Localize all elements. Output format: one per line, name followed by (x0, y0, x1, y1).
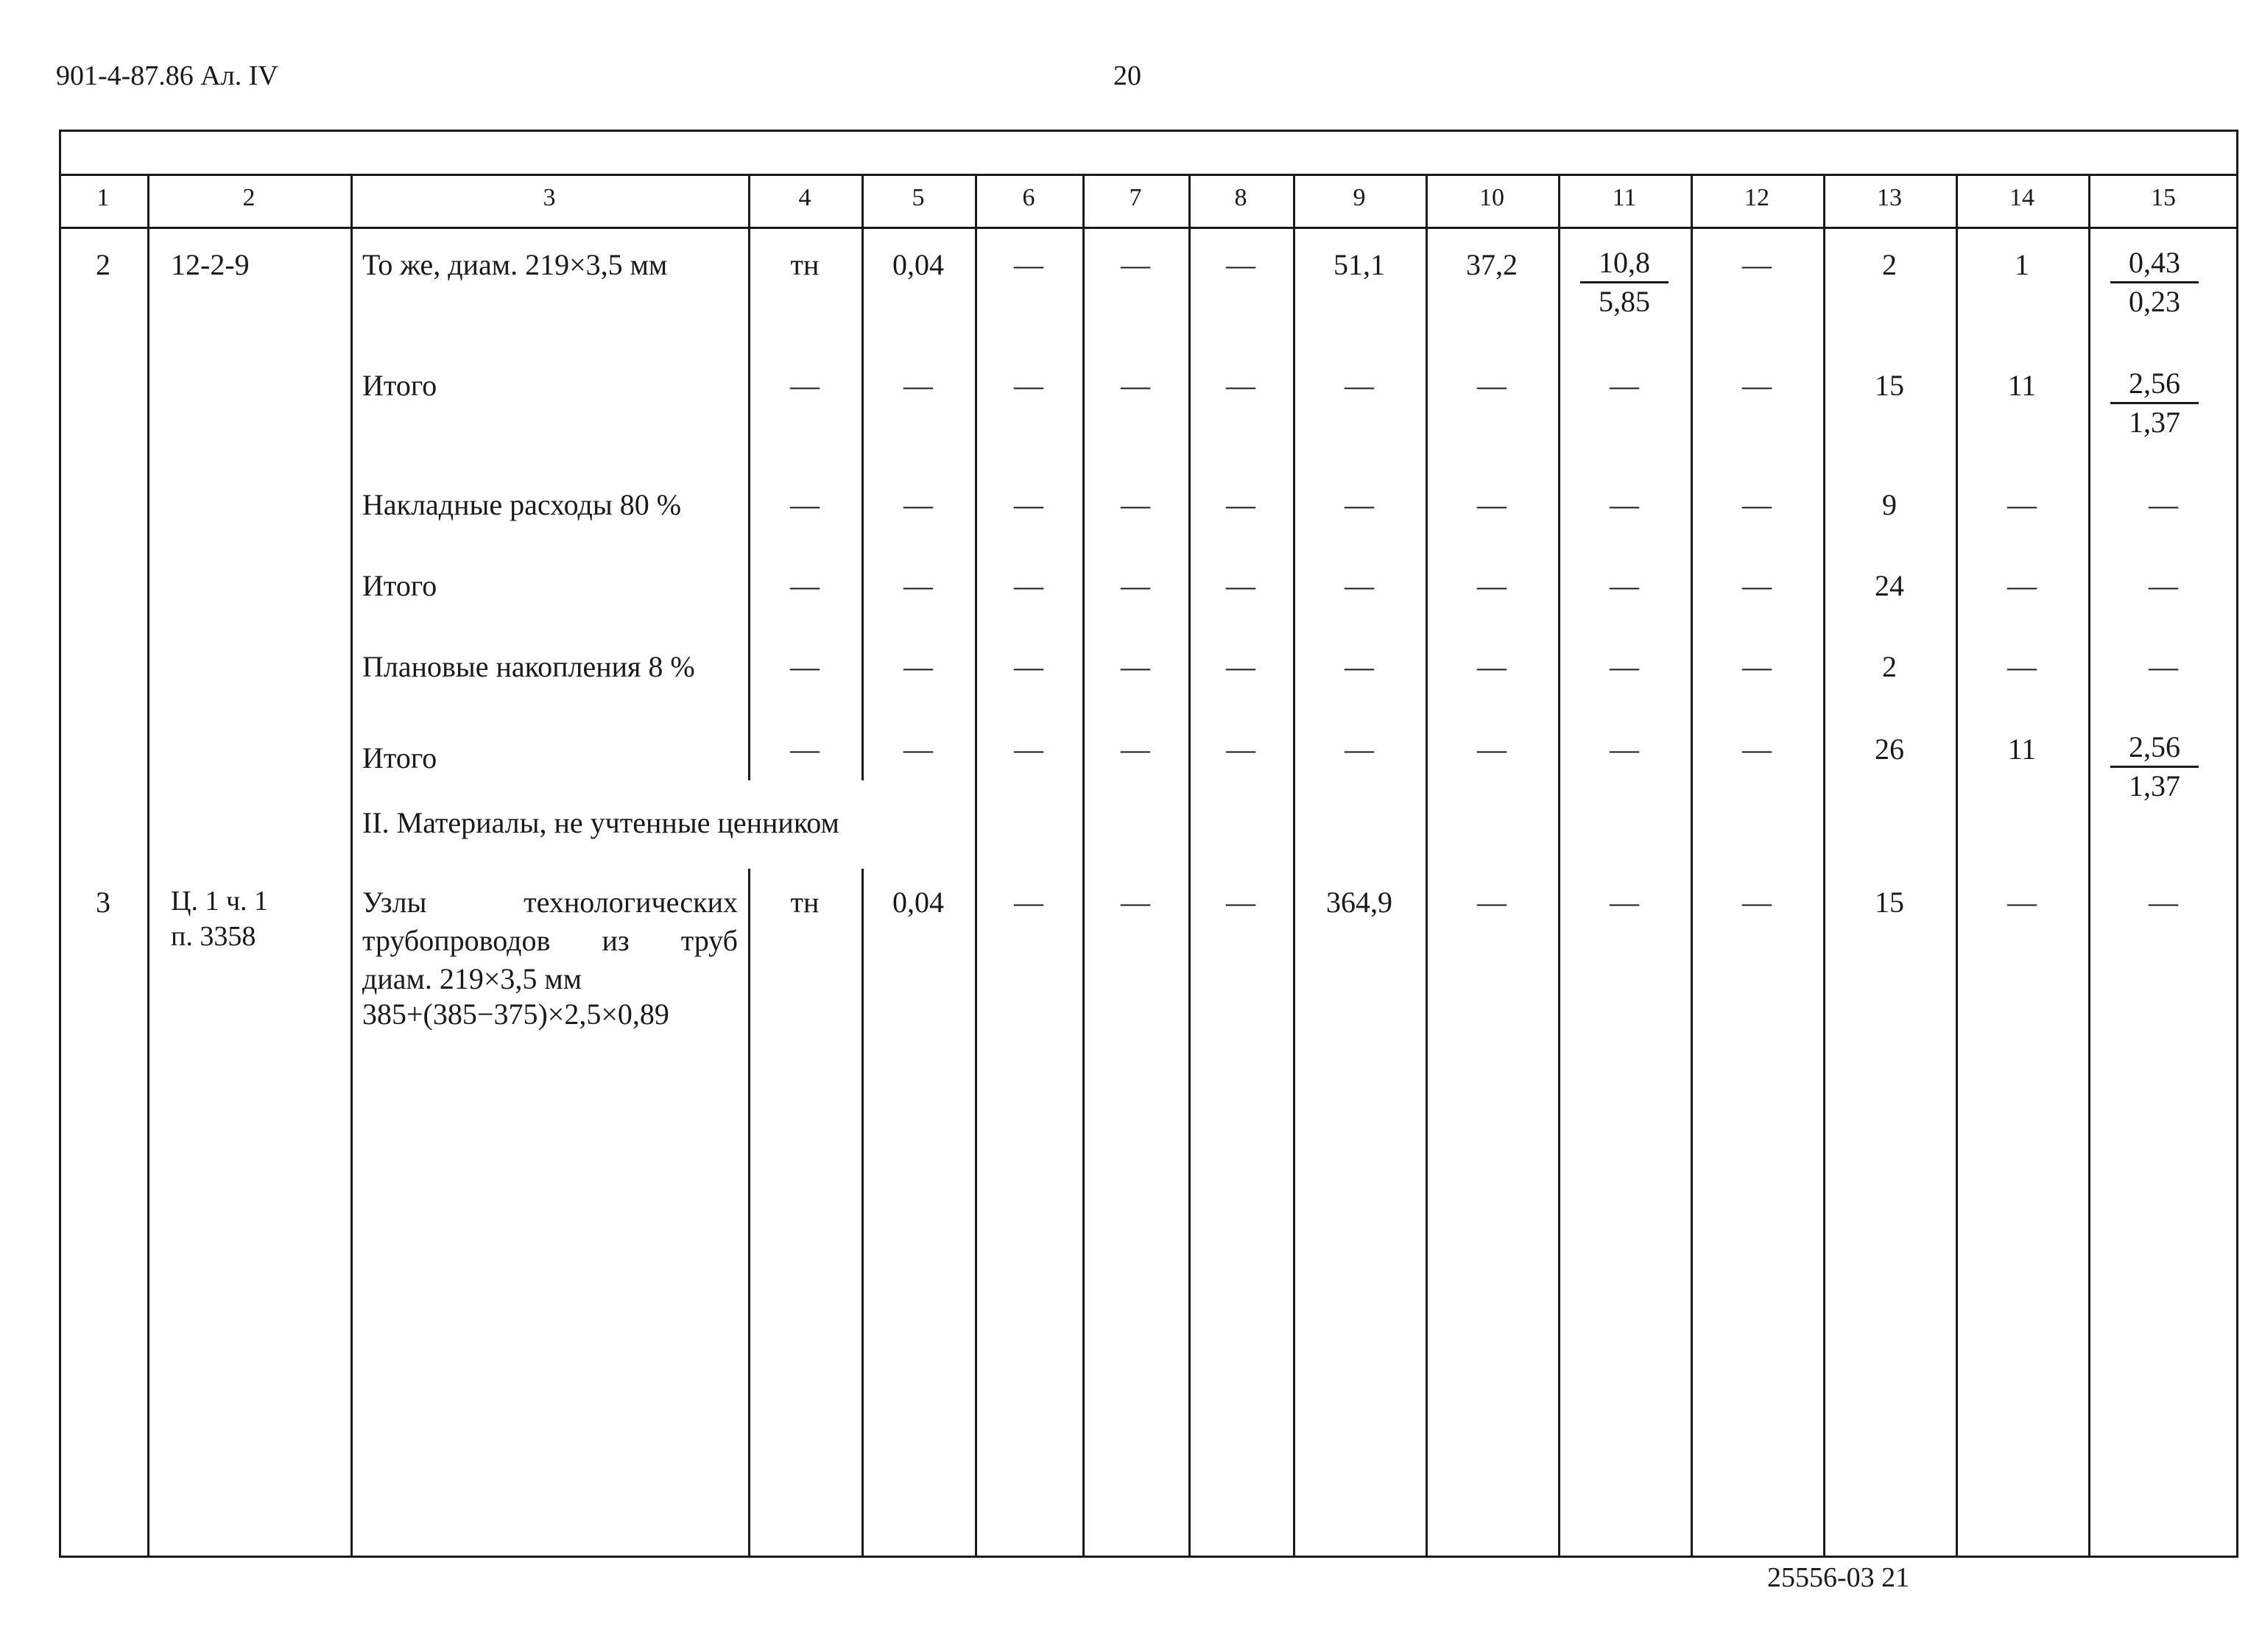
item-name: Итого (362, 741, 437, 774)
value-col13: 15 (1875, 886, 1904, 919)
fraction-col11 (1580, 246, 1669, 319)
dash: — (1742, 248, 1772, 281)
dash: — (1345, 650, 1374, 683)
dash: — (903, 569, 933, 602)
column-line (748, 869, 750, 1558)
column-number: 6 (1022, 184, 1035, 211)
price-code: 12-2-9 (171, 248, 250, 281)
dash: — (2149, 569, 2178, 602)
dash: — (903, 488, 933, 521)
dash: — (1345, 488, 1374, 521)
dash: — (2007, 569, 2037, 602)
column-number: 12 (1744, 184, 1769, 211)
dash: — (1477, 369, 1507, 402)
dash: — (1226, 650, 1255, 683)
page-number: 20 (1113, 60, 1141, 91)
value-col13: 9 (1882, 488, 1897, 521)
footer-code: 25556-03 21 (1767, 1562, 1910, 1593)
dash: — (2149, 886, 2178, 919)
dash: — (1121, 569, 1150, 602)
column-number: 4 (798, 184, 811, 211)
value-col9: 364,9 (1326, 886, 1392, 919)
dash: — (903, 650, 933, 683)
column-number: 3 (543, 184, 556, 211)
dash: — (1477, 488, 1507, 521)
dash: — (1610, 886, 1639, 919)
dash: — (1121, 886, 1150, 919)
fraction-col15 (2110, 730, 2199, 803)
fraction-denominator: 1,37 (2129, 769, 2180, 802)
value-col13: 15 (1875, 369, 1904, 402)
column-line (147, 174, 149, 1558)
dash: — (1742, 569, 1772, 602)
column-number: 10 (1479, 184, 1504, 211)
dash: — (1742, 650, 1772, 683)
dash: — (1226, 488, 1255, 521)
price-code-paragraph: п. 3358 (171, 921, 256, 952)
item-formula: 385+(385−375)×2,5×0,89 (362, 998, 669, 1031)
column-number: 7 (1129, 184, 1142, 211)
column-number: 14 (2009, 184, 2034, 211)
dash: — (1226, 733, 1255, 766)
value-col14: 11 (2007, 733, 2037, 766)
dash: — (1014, 248, 1043, 281)
dash: — (1477, 886, 1507, 919)
dash: — (1226, 569, 1255, 602)
dash: — (2007, 488, 2037, 521)
value-col13: 24 (1875, 569, 1904, 602)
dash: — (1121, 733, 1150, 766)
dash: — (1345, 369, 1374, 402)
value-col14: 1 (2015, 248, 2029, 281)
dash: — (1014, 886, 1043, 919)
item-name: Итого (362, 569, 437, 602)
column-number: 13 (1877, 184, 1902, 211)
unit: тн (790, 886, 820, 919)
dash: — (1610, 369, 1639, 402)
item-name: Итого (362, 369, 437, 402)
column-number: 9 (1353, 184, 1366, 211)
dash: — (1121, 488, 1150, 521)
dash: — (1610, 650, 1639, 683)
price-code: Ц. 1 ч. 1 (171, 886, 269, 917)
header-bottom-rule (59, 227, 2238, 229)
dash: — (790, 369, 820, 402)
column-number: 2 (242, 184, 256, 211)
dash: — (790, 733, 820, 766)
table-frame (59, 130, 2238, 1558)
row-number: 2 (96, 248, 110, 281)
quantity: 0,04 (892, 248, 944, 281)
dash: — (1014, 569, 1043, 602)
value-col13: 2 (1882, 248, 1897, 281)
quantity: 0,04 (892, 886, 944, 919)
column-line (2088, 174, 2090, 1558)
dash: — (1742, 733, 1772, 766)
dash: — (903, 369, 933, 402)
unit: тн (790, 248, 820, 281)
fraction-numerator: 2,56 (2110, 367, 2199, 404)
dash: — (790, 488, 820, 521)
dash: — (1477, 733, 1507, 766)
dash: — (1121, 650, 1150, 683)
row-number: 3 (96, 886, 110, 919)
dash: — (1121, 248, 1150, 281)
dash: — (1226, 248, 1255, 281)
fraction-numerator: 0,43 (2110, 246, 2199, 283)
header-top-rule (59, 174, 2238, 176)
column-number: 1 (96, 184, 110, 211)
fraction-denominator: 1,37 (2129, 406, 2180, 439)
dash: — (1121, 369, 1150, 402)
item-name: Плановые накопления 8 % (362, 650, 695, 683)
dash: — (790, 650, 820, 683)
column-line (350, 174, 353, 1558)
dash: — (790, 569, 820, 602)
dash: — (1610, 733, 1639, 766)
fraction-denominator: 5,85 (1599, 285, 1650, 318)
dash: — (1014, 369, 1043, 402)
dash: — (1226, 369, 1255, 402)
column-number: 11 (1612, 184, 1637, 211)
item-name: Накладные расходы 80 % (362, 488, 682, 521)
fraction-col15 (2110, 367, 2199, 440)
dash: — (1610, 569, 1639, 602)
dash: — (2149, 650, 2178, 683)
dash: — (903, 733, 933, 766)
value-col13: 2 (1882, 650, 1897, 683)
fraction-numerator: 2,56 (2110, 730, 2199, 768)
item-name-line: диам. 219×3,5 мм (362, 962, 582, 995)
dash: — (1014, 650, 1043, 683)
dash: — (2007, 886, 2037, 919)
dash: — (2149, 488, 2178, 521)
dash: — (1742, 488, 1772, 521)
column-number: 15 (2151, 184, 2176, 211)
value-col14: 11 (2007, 369, 2037, 402)
dash: — (1226, 886, 1255, 919)
fraction-numerator: 10,8 (1580, 246, 1669, 283)
dash: — (1477, 569, 1507, 602)
dash: — (1345, 569, 1374, 602)
dash: — (1610, 488, 1639, 521)
column-number: 5 (912, 184, 925, 211)
item-name: То же, диам. 219×3,5 мм (362, 248, 668, 281)
dash: — (1742, 886, 1772, 919)
item-name-line: трубопроводов из труб (362, 924, 738, 957)
dash: — (1345, 733, 1374, 766)
dash: — (2007, 650, 2037, 683)
dash: — (1014, 733, 1043, 766)
column-line (862, 869, 864, 1558)
fraction-col15 (2110, 246, 2199, 319)
dash: — (1477, 650, 1507, 683)
column-number: 8 (1234, 184, 1247, 211)
section-heading: II. Материалы, не учтенные ценником (362, 805, 845, 841)
fraction-denominator: 0,23 (2129, 285, 2180, 318)
value-col10: 37,2 (1466, 248, 1518, 281)
item-name-line: Узлы технологических (362, 886, 738, 919)
value-col9: 51,1 (1333, 248, 1385, 281)
value-col13: 26 (1875, 733, 1904, 766)
dash: — (1014, 488, 1043, 521)
dash: — (1742, 369, 1772, 402)
document-code: 901-4-87.86 Ал. IV (56, 60, 278, 91)
